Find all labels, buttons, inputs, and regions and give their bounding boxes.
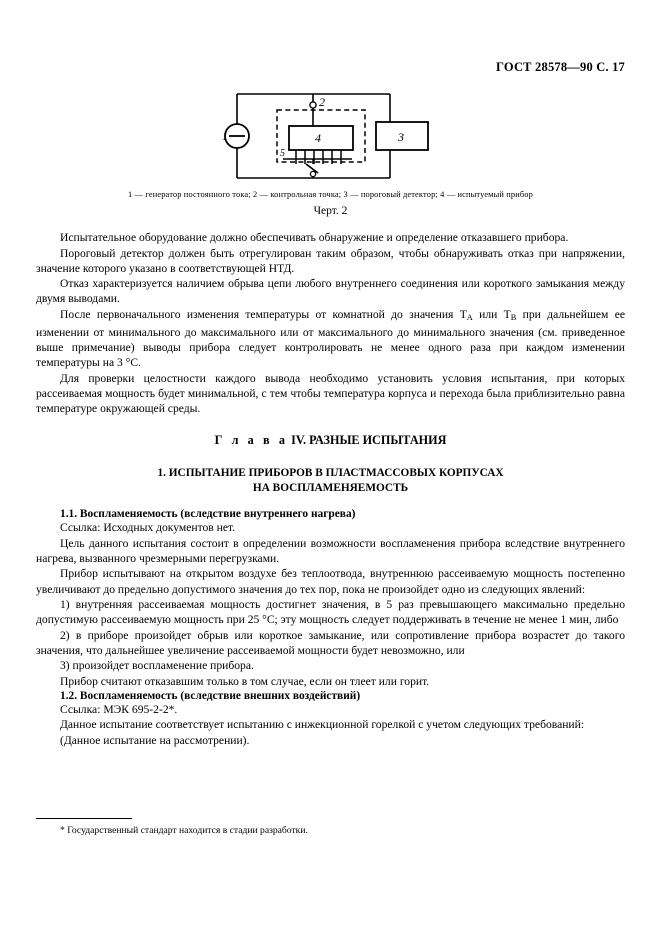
clause-1-1-procedure: Прибор испытывают на открытом воздухе без теплоотвода, внутреннюю рассеиваемую мощность постепенно увеличивают до предельно допустимого значения до тех пор, пока не произойдет одно из следующих явлений: [36,567,625,596]
document-body [36,230,625,748]
clause-1-1-purpose: Цель данного испытания состоит в определении возможности воспламенения прибора вследствие внутреннего нагрева, вызванного чрезмерными перегрузками. [36,536,625,565]
figure-label-4: 4 [315,131,321,145]
subscript-tb: B [510,312,517,322]
section-heading-line1: 1. ИСПЫТАНИЕ ПРИБОРОВ В ПЛАСТМАССОВЫХ КОРПУСАХ [157,466,504,479]
clause-1-1-conclusion: Прибор считают отказавшим только в том случае, если он тлеет или горит. [60,675,430,689]
clause-1-2-body: Данное испытание соответствует испытанию с инжекционной горелкой с учетом следующих требований: [60,718,585,732]
section-heading-line2: НА ВОСПЛАМЕНЯЕМОСТЬ [252,481,409,494]
figure-label-1: 1 [222,129,228,143]
paragraph-test-equipment: Испытательное оборудование должно обеспечивать обнаружение и определение отказавшего прибора. [60,231,569,244]
temp-text-a: После первоначального изменения температуры от комнатной до значения T [60,307,467,321]
paragraph-temperature-cycling [36,307,625,370]
clause-1-1-heading: 1.1. Воспламеняемость (вследствие внутреннего нагрева) [60,508,356,521]
clause-1-2-note: (Данное испытание на рассмотрении). [60,733,250,747]
paragraph-threshold-detector: Пороговый детектор должен быть отрегулирован таким образом, чтобы обнаруживать отказ при напряжении, значение которого указано в соответствующей НТД. [36,246,625,275]
temp-text-b: или T [472,307,511,321]
chapter-label: Г л а в а [214,432,289,447]
clause-1-1-item-2: 2) в приборе произойдет обрыв или короткое замыкание, или сопротивление прибора возрастет до такого значения, что дальнейшее увеличение рассеиваемой мощности будет невозможно, или [36,628,625,657]
figure-label-3: 3 [398,130,404,144]
figure-legend: 1 — генератор постоянного тока; 2 — контрольная точка; 3 — пороговый детектор; 4 — испытуемый прибор [128,190,533,199]
figure-caption: Черт. 2 [313,205,348,217]
chapter-number-title: IV. РАЗНЫЕ ИСПЫТАНИЯ [288,432,447,447]
clause-1-1-reference: Ссылка: Исходных документов нет. [60,521,236,535]
footnote-text: * Государственный стандарт находится в стадии разработки. [60,825,308,836]
figure-circuit-diagram [0,84,661,188]
circuit-schematic-svg [0,84,661,188]
paragraph-failure-definition: Отказ характеризуется наличием обрыва цепи любого внутреннего соединения или короткого замыкания между двумя выводами. [36,277,625,306]
clause-1-2-reference: Ссылка: МЭК 695-2-2*. [60,702,178,716]
device-under-test-box [289,126,353,150]
section-heading [36,466,625,495]
page-header-standard-number: ГОСТ 28578—90 С. 17 [496,60,625,74]
temp-text-c: при дальнейшем ее изменении от минимального до максимального или от максимального до минимального значения (см. приведенное выше примечание) выводы прибора следует контролировать не менее одного раза при каждом изменении температуры на 3 °С. [36,307,625,370]
paragraph-lead-continuity: Для проверки целостности каждого вывода необходимо установить условия испытания, при которых рассеиваемая мощность будет минимальной, с тем чтобы температура корпуса и перехода была приблизительно равна температуре окружающей среды. [36,371,625,415]
footnote-separator-rule [36,818,132,819]
clause-1-2-heading: 1.2. Воспламеняемость (вследствие внешних воздействий) [60,689,361,702]
chapter-heading [36,433,625,448]
figure-label-2: 2 [319,95,325,109]
clause-1-1-item-3: 3) произойдет воспламенение прибора. [60,659,254,673]
figure-label-5: 5 [280,148,285,159]
current-source-symbol [225,124,249,148]
subscript-ta: A [466,312,473,322]
clause-1-1-item-1: 1) внутренняя рассеиваемая мощность достигнет значения, в 5 раз превышающего максимально предельно допустимую рассеиваемую мощность при 25 °С; эту мощность следует поддерживать в течение не менее 1 мин, либо [36,598,625,627]
